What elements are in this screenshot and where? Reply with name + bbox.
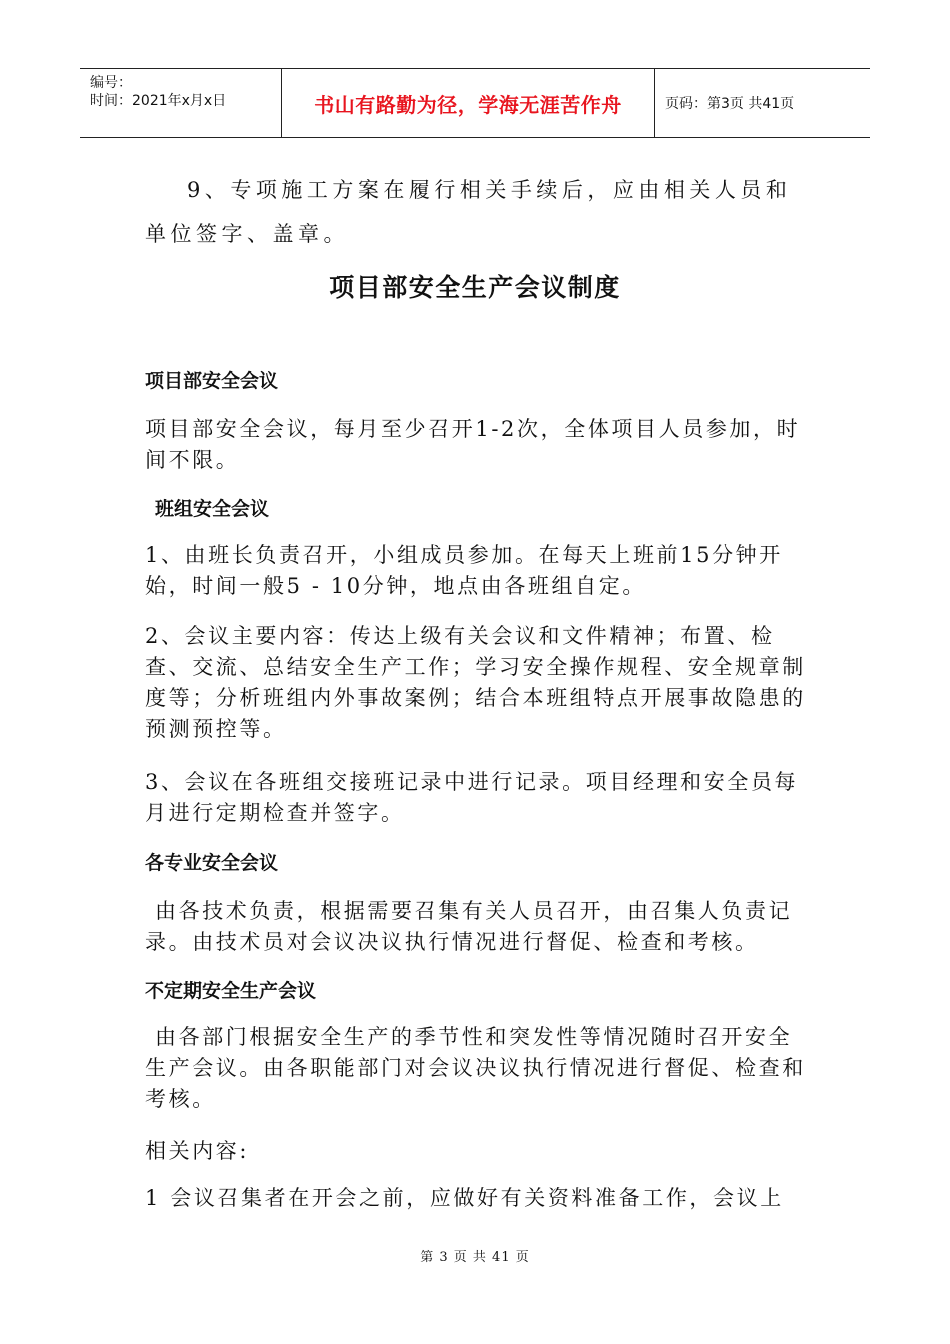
document-title: 项目部安全生产会议制度 (329, 273, 621, 302)
paragraph-team-meeting-1: 1、由班长负责召开，小组成员参加。在每天上班前15分钟开始，时间一般5 - 10分钟，地点由各班组自定。 (145, 543, 783, 598)
section-heading-irregular-meeting: 不定期安全生产会议 (145, 980, 317, 1002)
paragraph-team-meeting-3: 3、会议在各班组交接班记录中进行记录。项目经理和安全员每月进行定期检查并签字。 (145, 770, 799, 825)
document-number-label: 编号： (90, 75, 132, 91)
paragraph-related-1: 1 会议召集者在开会之前，应做好有关资料准备工作，会议上 (145, 1186, 784, 1210)
page-header (80, 68, 870, 138)
section-heading-team-meeting: 班组安全会议 (155, 498, 270, 520)
section-heading-project-meeting: 项目部安全会议 (145, 370, 279, 392)
header-meta (80, 69, 282, 137)
paragraph-irregular-meeting: 由各部门根据安全生产的季节性和突发性等情况随时召开安全生产会议。由各职能部门对会议决议执行情况进行督促、检查和考核。 (145, 1025, 806, 1111)
header-motto: 书山有路勤为径，学海无涯苦作舟 (282, 69, 655, 137)
paragraph-professional-meeting: 由各技术负责，根据需要召集有关人员召开，由召集人负责记录。由技术员对会议决议执行情况进行督促、检查和考核。 (145, 899, 793, 954)
header-page-label: 页码：第3页 共41页 (665, 96, 795, 112)
page-footer: 第 3 页 共 41 页 (420, 1250, 530, 1265)
related-content-label: 相关内容: (145, 1139, 250, 1163)
paragraph-item-9: 9、专项施工方案在履行相关手续后，应由相关人员和单位签字、盖章。 (145, 178, 792, 246)
document-date-label: 时间：2021年x月x日 (90, 93, 227, 109)
section-heading-professional-meeting: 各专业安全会议 (145, 852, 279, 874)
paragraph-project-meeting: 项目部安全会议，每月至少召开1-2次，全体项目人员参加，时间不限。 (145, 417, 801, 472)
paragraph-team-meeting-2: 2、会议主要内容：传达上级有关会议和文件精神；布置、检查、交流、总结安全生产工作；学习安全操作规程、安全规章制度等；分析班组内外事故案例；结合本班组特点开展事故隐患的预测预控等。 (145, 624, 806, 741)
